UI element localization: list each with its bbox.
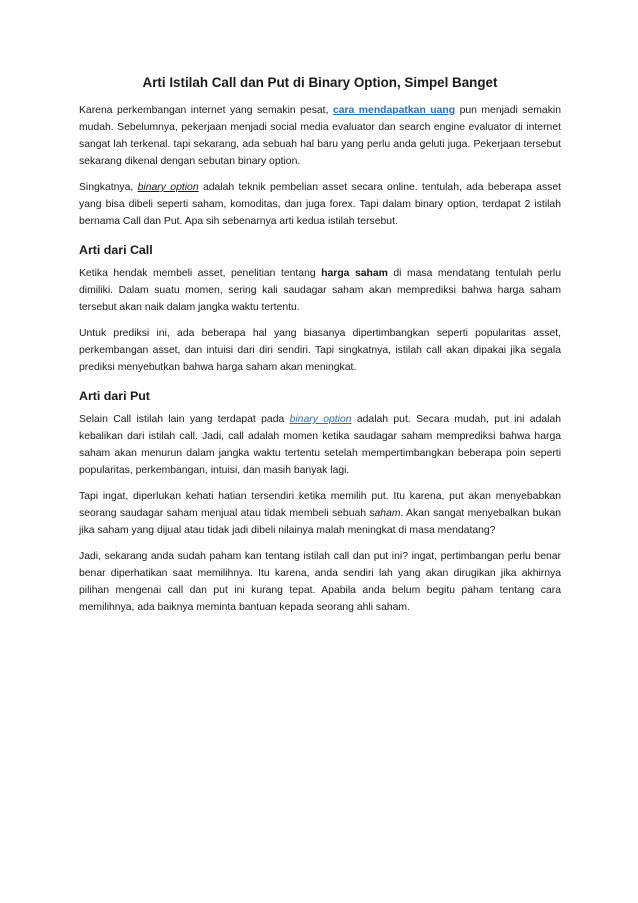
paragraph-text: Selain Call istilah lain yang terdapat pada bbox=[79, 414, 290, 425]
paragraph-intro bbox=[79, 102, 561, 170]
paragraph-text: Ketika hendak membeli asset, penelitian tentang bbox=[79, 268, 322, 279]
paragraph-text: pun menjadi semakin mudah. Sebelumnya, pekerjaan menjadi social media evaluator dan search engine evaluator di internet sangat lah terkenal. tapi sekarang, ada sebuah hal baru yang perlu anda geluti juga. Pekerjaan tersebut sekarang dikenal dengan sebutan binary option. bbox=[79, 105, 561, 167]
heading-put: Arti dari Put bbox=[79, 389, 150, 403]
link-cara-mendapatkan-uang[interactable]: cara mendapatkan uang bbox=[332, 105, 456, 116]
paragraph-text: Karena perkembangan internet yang semakin pesat, bbox=[79, 105, 333, 116]
paragraph-text: adalah teknik pembelian asset secara online. tentulah, ada beberapa asset yang bisa dibeli seperti saham, komoditas, dan juga forex. Tapi dalam binary option, terdapat 2 istilah bernama Call dan Put. Apa sih sebenarnya arti kedua istilah tersebut. bbox=[79, 182, 562, 227]
document-page bbox=[79, 74, 561, 625]
paragraph-summary bbox=[79, 179, 561, 230]
document-title: Arti Istilah Call dan Put di Binary Option, Simpel Banget bbox=[142, 75, 498, 90]
heading-call: Arti dari Call bbox=[79, 243, 153, 257]
paragraph-text: . Akan sangat menyebalkan bukan jika saham yang dijual atau tidak jadi dibeli nilainya malah meningkat di masa mendatang? bbox=[79, 508, 561, 536]
link-binary-option-2[interactable]: binary option bbox=[289, 414, 352, 425]
paragraph-call-1 bbox=[79, 265, 561, 316]
paragraph-put-1 bbox=[79, 411, 561, 479]
bold-harga-saham: harga saham bbox=[321, 268, 388, 279]
link-binary-option[interactable]: binary option bbox=[137, 182, 199, 193]
paragraph-text: adalah put. Secara mudah, put ini adalah kebalikan dari istilah call. Jadi, call adalah momen ketika saudagar saham memprediksi bahwa harga saham akan menurun dalam jangka waktu tertentu setelah mempertimbangkan beberapa poin seperti popularitas, perkembangan, intuisi, dan masih banyak lagi. bbox=[79, 414, 561, 476]
paragraph-call-2: Untuk prediksi ini, ada beberapa hal yang biasanya dipertimbangkan seperti popularitas asset, perkembangan asset, dan intuisi dari diri sendiri. Tapi singkatnya, istilah call akan dipakai jika segala prediksi menyebutkan bahwa harga saham akan meningkat. bbox=[79, 328, 561, 373]
paragraph-conclusion: Jadi, sekarang anda sudah paham kan tentang istilah call dan put ini? ingat, pertimbangan perlu benar benar diperhatikan saat memilihnya. Itu karena, anda sendiri lah yang akan dirugikan jika akhirnya pilihan mengenai call dan put ini kurang tepat. Apabila anda belum begitu paham tentang cara memilihnya, ada baiknya meminta bantuan kepada seorang ahli saham. bbox=[79, 551, 561, 613]
paragraph-put-2 bbox=[79, 488, 561, 539]
paragraph-text: Singkatnya, bbox=[79, 182, 138, 193]
paragraph-text: di masa mendatang tentulah perlu dimiliki. Dalam suatu momen, sering kali saudagar saham akan memprediksi bahwa harga saham tersebut akan naik dalam jangka waktu tertentu. bbox=[79, 268, 561, 313]
paragraph-text: Tapi ingat, diperlukan kehati hatian tersendiri ketika memilih put. Itu karena, put akan menyebabkan seorang saudagar saham menjual atau tidak membeli sebuah bbox=[79, 491, 561, 519]
italic-saham: saham bbox=[369, 508, 401, 519]
